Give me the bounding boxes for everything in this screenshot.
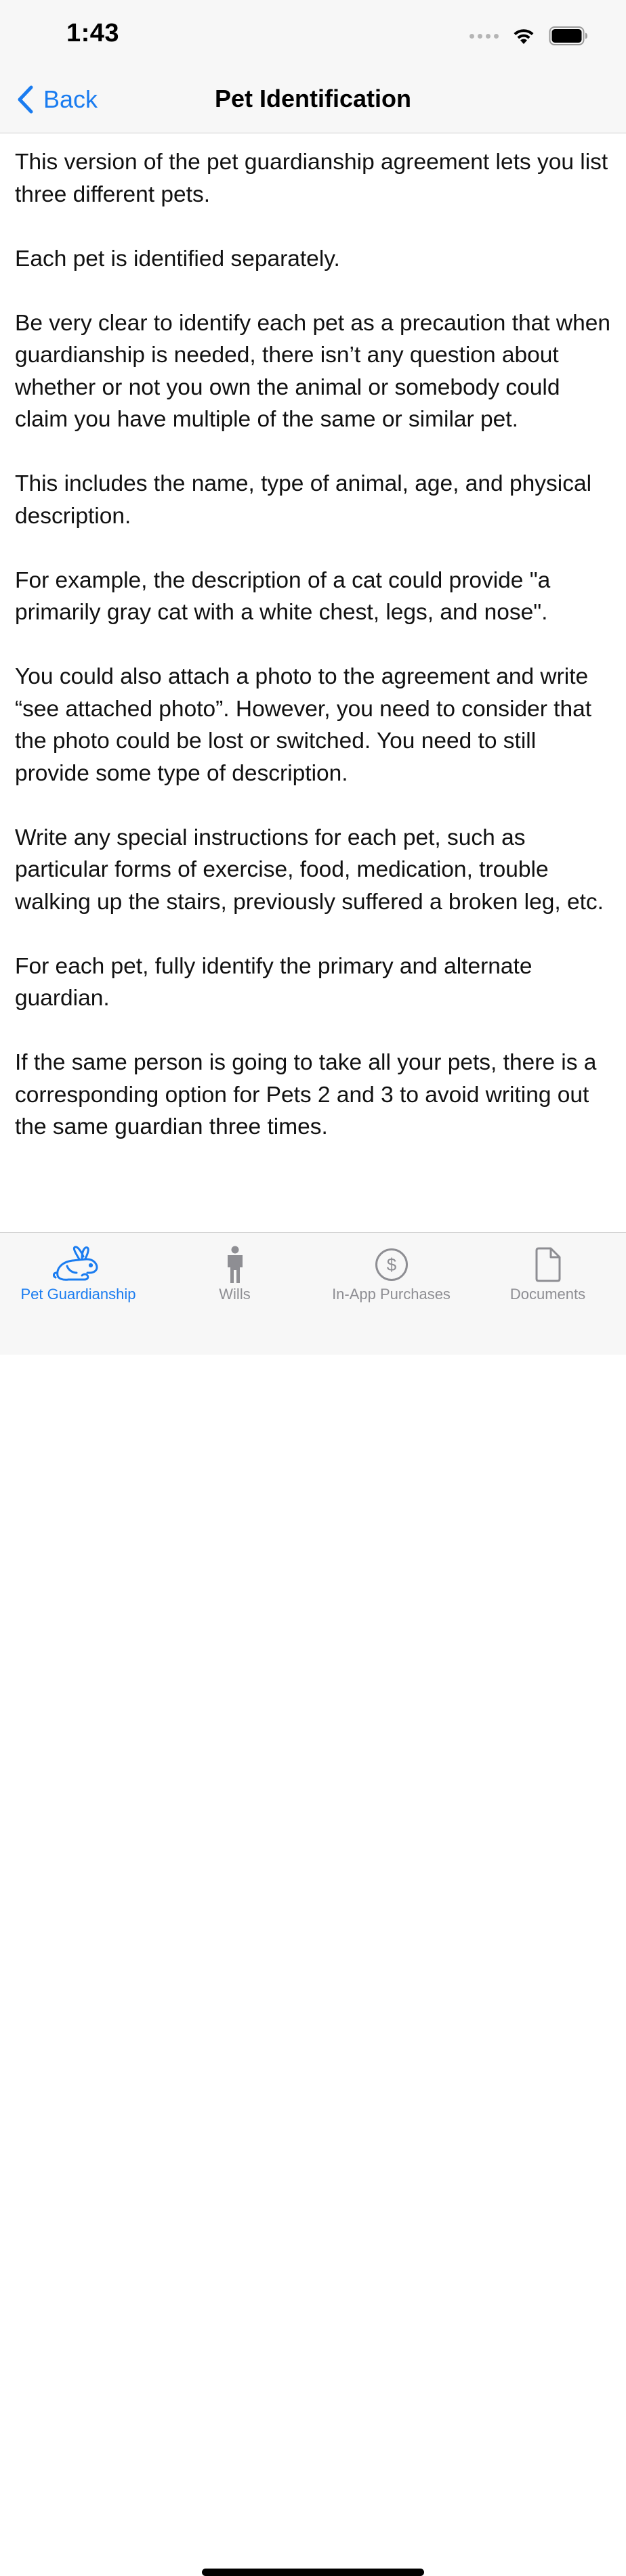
paragraph: This includes the name, type of animal, age, and physical description. <box>15 471 592 529</box>
tab-documents[interactable] <box>470 1233 626 1307</box>
paragraph: Be very clear to identify each pet as a precaution that when guardianship is needed, there isn’t any question about whether or not you own the animal or somebody could claim you have multiple of the same or similar pet. <box>15 310 610 432</box>
paragraph: For example, the description of a cat could provide "a primarily gray cat with a white chest, legs, and nose". <box>15 567 551 625</box>
back-label: Back <box>43 85 98 113</box>
paragraph: Write any special instructions for each pet, such as particular forms of exercise, food, medication, trouble walking up the stairs, previously suffered a broken leg, etc. <box>15 825 604 915</box>
article-content <box>15 146 614 1175</box>
navigation-bar <box>0 68 626 133</box>
tab-label: Wills <box>219 1286 251 1303</box>
page-title: Pet Identification <box>214 85 412 112</box>
paragraph: If the same person is going to take all your pets, there is a corresponding option for Pets 2 and 3 to avoid writing out the same guardian three times. <box>15 1050 597 1139</box>
tab-in-app-purchases[interactable] <box>313 1233 470 1307</box>
status-bar <box>0 0 626 68</box>
document-icon <box>514 1245 582 1284</box>
status-icons <box>470 24 588 47</box>
status-time: 1:43 <box>66 19 120 47</box>
dollar-circle-icon <box>358 1245 425 1284</box>
tab-bar <box>0 1232 626 1355</box>
person-icon <box>201 1245 269 1284</box>
paragraph: Each pet is identified separately. <box>15 246 340 271</box>
wifi-icon <box>511 26 537 46</box>
svg-text:$: $ <box>386 1254 396 1275</box>
home-indicator[interactable] <box>202 2569 424 2576</box>
tab-label: Pet Guardianship <box>20 1286 136 1303</box>
paragraph: You could also attach a photo to the agreement and write “see attached photo”. However, you need to consider that the photo could be lost or switched. You need to still provide some type of description. <box>15 664 592 786</box>
cellular-signal-icon <box>470 34 499 39</box>
tab-pet-guardianship[interactable] <box>0 1233 156 1307</box>
paragraph: This version of the pet guardianship agreement lets you list three different pets. <box>15 150 608 207</box>
tab-wills[interactable] <box>156 1233 313 1307</box>
tab-label: Documents <box>509 1286 586 1303</box>
rabbit-icon <box>45 1245 112 1284</box>
battery-icon <box>549 26 588 46</box>
paragraph: For each pet, fully identify the primary and alternate guardian. <box>15 953 533 1011</box>
tab-label: In-App Purchases <box>332 1286 451 1303</box>
